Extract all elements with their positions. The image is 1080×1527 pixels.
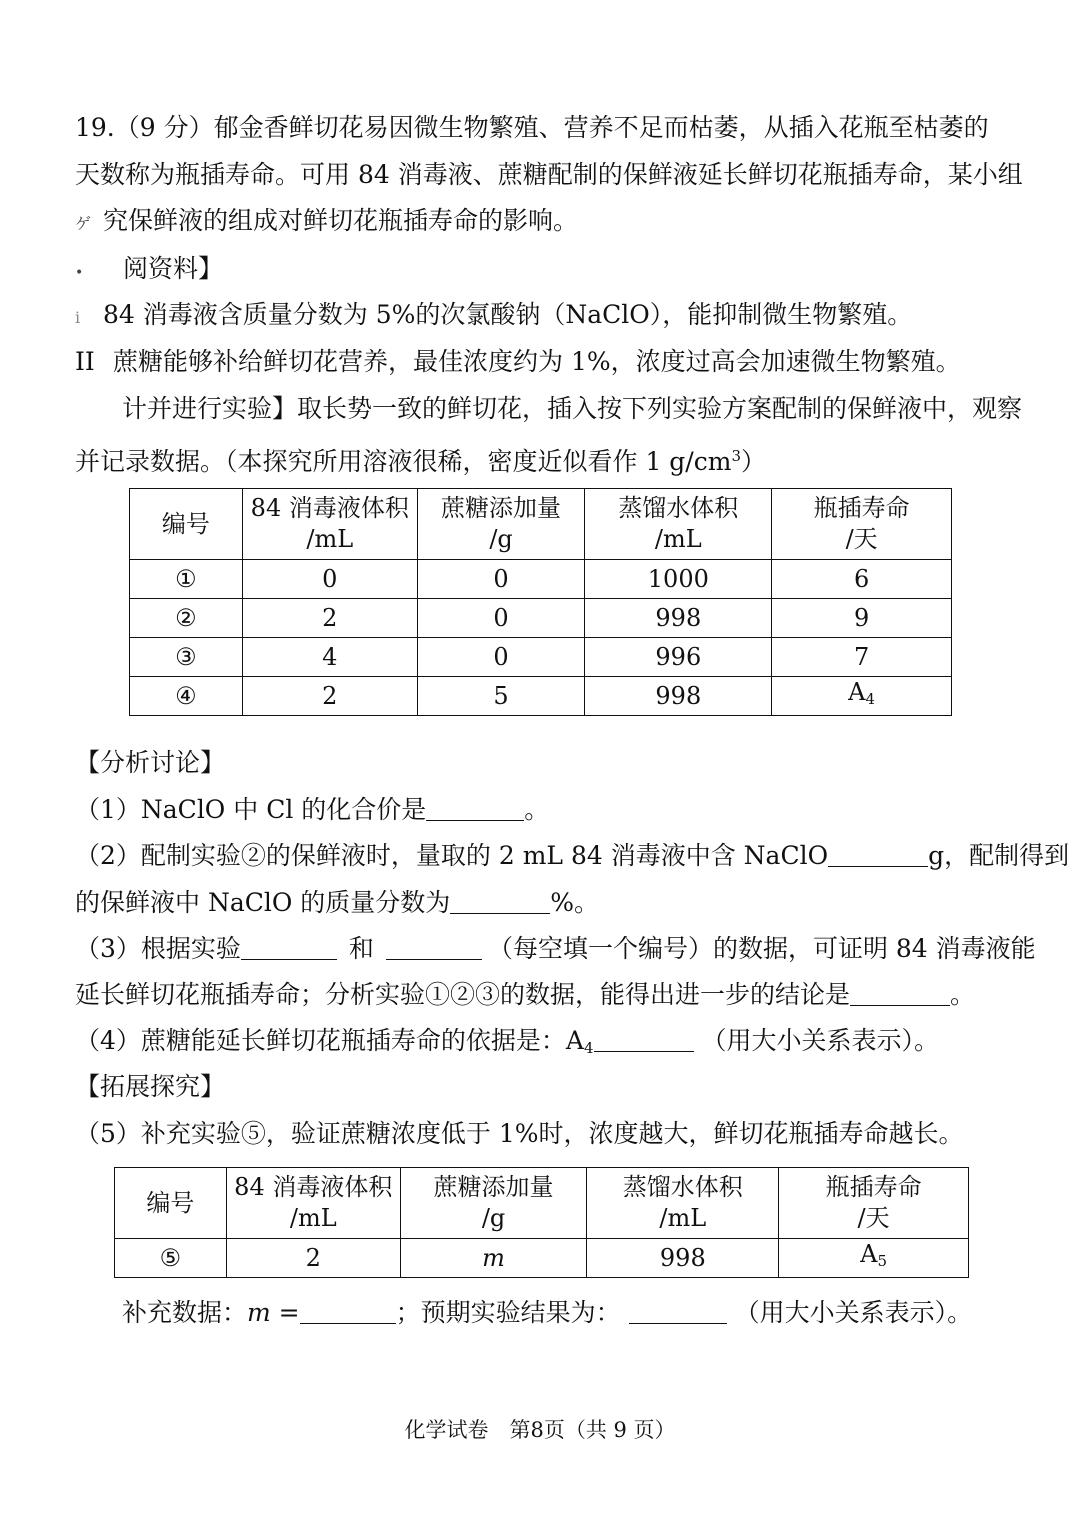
value-subscript: 4 (865, 690, 876, 708)
table-cell: 4 (242, 638, 417, 677)
table-row (115, 1239, 969, 1278)
materials-item-2-text: 蔗糖能够补给鲜切花营养，最佳浓度约为 1%，浓度过高会加速微生物繁殖。 (113, 347, 961, 376)
value-subscript: 5 (877, 1252, 888, 1270)
header-cell-id (115, 1168, 227, 1239)
supplement-table-header (115, 1168, 969, 1239)
header-disinfectant-unit: /mL (289, 1204, 337, 1232)
table-cell: 2 (242, 599, 417, 638)
materials-item-1 (75, 298, 912, 335)
torn-edge-mark-2: ⅰ (75, 308, 81, 327)
table-cell: ② (130, 599, 243, 638)
header-lifespan-unit: /天 (845, 525, 878, 553)
q2-answer-blank-2[interactable] (450, 889, 550, 914)
analysis-q4 (75, 1024, 939, 1065)
header-sucrose-unit: /g (481, 1204, 506, 1232)
page-footer: 化学试卷 第8页（共 9 页） (404, 1418, 676, 1442)
torn-edge-dot: • (75, 265, 84, 281)
question-line-2: 天数称为瓶插寿命。可用 84 消毒液、蔗糖配制的保鲜液延长鲜切花瓶插寿命，某小组 (75, 160, 1023, 189)
table-cell: m (400, 1239, 587, 1278)
question-line-1: 19.（9 分）郁金香鲜切花易因微生物繁殖、营养不足而枯萎，从插入花瓶至枯萎的 (75, 113, 989, 142)
design-line-2 (75, 439, 766, 479)
design-line-2-close: ） (740, 447, 766, 476)
table-cell: 0 (417, 560, 585, 599)
table-row (130, 677, 952, 716)
header-lifespan-label: 瓶插寿命 (813, 494, 910, 522)
m-variable: m (247, 1298, 271, 1327)
header-cell-water (587, 1168, 779, 1239)
header-water-label: 蒸馏水体积 (618, 494, 739, 522)
table-cell: ③ (130, 638, 243, 677)
q2-end: %。 (550, 888, 600, 917)
table-cell: $A_5$ (779, 1239, 969, 1278)
q4-subscript: 4 (583, 1039, 594, 1057)
question-line-3 (75, 204, 578, 241)
header-cell-disinfectant (226, 1168, 400, 1239)
header-sucrose-unit: /g (489, 525, 513, 553)
q3-and: 和 (348, 934, 374, 963)
table-cell: ① (130, 560, 243, 599)
header-cell-disinfectant (242, 489, 417, 560)
header-disinfectant-label: 84 消毒液体积 (234, 1173, 393, 1201)
table-cell: 0 (417, 599, 585, 638)
q3-text: （3）根据实验 (75, 934, 241, 963)
q3-text-3: 延长鲜切花瓶插寿命；分析实验①②③的数据，能得出进一步的结论是 (75, 980, 851, 1009)
q2-answer-blank-1[interactable] (828, 842, 928, 867)
analysis-q2-cont (75, 886, 599, 920)
table-cell: 9 (772, 599, 952, 638)
materials-heading-text: 阅资料】 (123, 254, 224, 283)
supplement-end: （用大小关系表示）。 (734, 1298, 973, 1327)
q4-end: （用大小关系表示）。 (701, 1026, 940, 1055)
header-cell-id (130, 489, 243, 560)
experiment-table-header (130, 489, 952, 560)
header-lifespan-unit: /天 (857, 1204, 890, 1232)
analysis-q3-cont (75, 978, 975, 1012)
materials-item-2 (75, 345, 961, 379)
table-cell: ⑤ (115, 1239, 227, 1278)
q1-text: （1）NaClO 中 Cl 的化合价是 (75, 795, 427, 824)
table-cell: 998 (587, 1239, 779, 1278)
table-cell: 998 (585, 677, 772, 716)
table-cell: 7 (772, 638, 952, 677)
q3-answer-blank-1[interactable] (241, 935, 337, 960)
table-row (130, 560, 952, 599)
cm3-superscript: 3 (731, 447, 741, 465)
q3-answer-blank-3[interactable] (850, 981, 950, 1006)
header-water-unit: /mL (654, 525, 702, 553)
m-answer-blank[interactable] (300, 1299, 396, 1324)
table-cell: ④ (130, 677, 243, 716)
materials-item-2-marker: II (75, 347, 95, 376)
supplement-table (114, 1167, 969, 1278)
table-cell: 6 (772, 560, 952, 599)
q3-answer-blank-2[interactable] (386, 935, 482, 960)
header-cell-sucrose (400, 1168, 587, 1239)
analysis-q2 (75, 839, 1069, 873)
q4-answer-blank[interactable] (594, 1027, 694, 1052)
experiment-table (129, 488, 952, 716)
header-cell-sucrose (417, 489, 585, 560)
table-row (130, 638, 952, 677)
analysis-q1 (75, 793, 549, 827)
header-sucrose-label: 蔗糖添加量 (441, 494, 562, 522)
q4-text: （4）蔗糖能延长鲜切花瓶插寿命的依据是：A (75, 1026, 584, 1055)
table-cell: 996 (585, 638, 772, 677)
table-row (130, 599, 952, 638)
table-cell: 998 (585, 599, 772, 638)
question-line-3-text: 究保鲜液的组成对鲜切花瓶插寿命的影响。 (103, 206, 579, 235)
header-cell-water (585, 489, 772, 560)
table-cell: 2 (242, 677, 417, 716)
header-cell-lifespan (772, 489, 952, 560)
design-line-1: 计并进行实验】取长势一致的鲜切花，插入按下列实验方案配制的保鲜液中，观察 (122, 394, 1023, 423)
header-sucrose-label: 蔗糖添加量 (433, 1173, 554, 1201)
q1-end: 。 (524, 795, 550, 824)
materials-heading (75, 252, 223, 290)
header-disinfectant-unit: /mL (306, 525, 354, 553)
torn-edge-mark: ゲ (75, 214, 92, 233)
table-cell: 0 (417, 638, 585, 677)
header-disinfectant-label: 84 消毒液体积 (250, 494, 409, 522)
q2-text-3: 的保鲜液中 NaClO 的质量分数为 (75, 888, 451, 917)
q2-text-2: g，配制得到 (928, 841, 1070, 870)
table-cell: 2 (226, 1239, 400, 1278)
header-water-label: 蒸馏水体积 (622, 1173, 743, 1201)
header-lifespan-label: 瓶插寿命 (825, 1173, 922, 1201)
supplement-line (122, 1296, 972, 1330)
supplement-text-2: ；预期实验结果为： (395, 1298, 621, 1327)
supplement-text: 补充数据： (122, 1298, 248, 1327)
table-cell: 0 (242, 560, 417, 599)
q3-end: 。 (950, 980, 976, 1009)
header-id-label: 编号 (161, 509, 210, 538)
table-cell: 1000 (585, 560, 772, 599)
q3-text-2: （每空填一个编号）的数据，可证明 84 消毒液能 (487, 934, 1036, 963)
header-cell-lifespan (779, 1168, 969, 1239)
header-water-unit: /mL (659, 1204, 707, 1232)
table-cell: $A_4$ (772, 677, 952, 716)
extension-heading: 【拓展探究】 (75, 1072, 226, 1101)
q2-text: （2）配制实验②的保鲜液时，量取的 2 mL 84 消毒液中含 NaClO (75, 841, 829, 870)
equals-sign: = (270, 1298, 300, 1327)
analysis-q3 (75, 932, 1036, 966)
analysis-heading: 【分析讨论】 (75, 748, 226, 777)
design-line-2-text: 并记录数据。（本探究所用溶液很稀，密度近似看作 1 g/cm (75, 447, 732, 476)
table-cell: 5 (417, 677, 585, 716)
header-id-label: 编号 (146, 1188, 195, 1217)
q1-answer-blank[interactable] (426, 796, 524, 821)
extension-q5: （5）补充实验⑤，验证蔗糖浓度低于 1%时，浓度越大，鲜切花瓶插寿命越长。 (75, 1119, 964, 1148)
result-answer-blank[interactable] (629, 1299, 727, 1324)
materials-item-1-text: 84 消毒液含质量分数为 5%的次氯酸钠（NaClO），能抑制微生物繁殖。 (103, 300, 913, 329)
